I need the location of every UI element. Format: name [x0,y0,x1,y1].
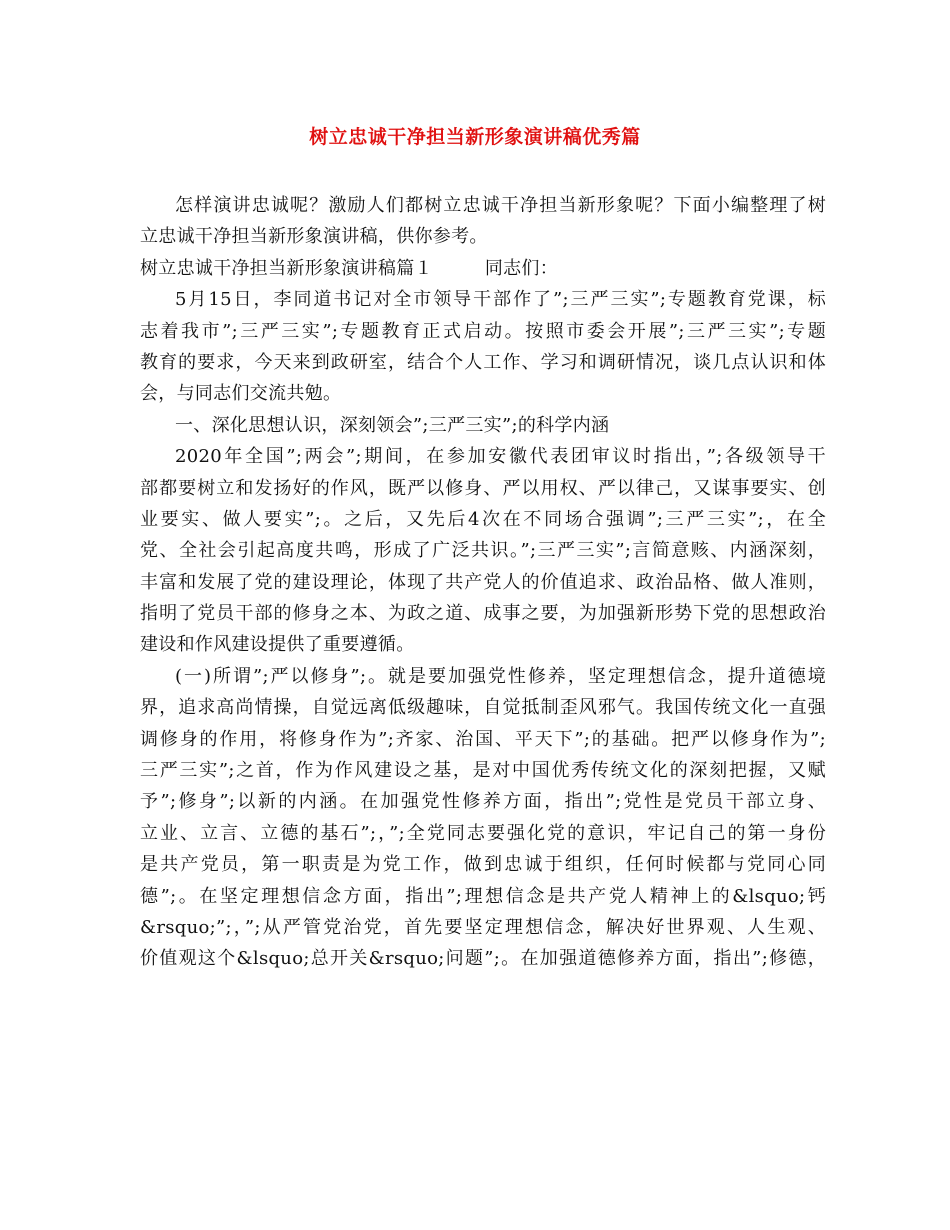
paragraph-line: 立业、立言、立德的基石”;，”;全党同志要强化党的意识，牢记自己的第一身份 [140,822,826,844]
paragraph-line: &rsquo;”;，”;从严管党治党，首先要坚定理想信念，解决好世界观、人生观、 [140,916,826,938]
paragraph-line: 教育的要求，今天来到政研室，结合个人工作、学习和调研情况，谈几点认识和体 [140,351,826,373]
paragraph-line: 志着我市”;三严三实”;专题教育正式启动。按照市委会开展”;三严三实”;专题 [140,320,826,342]
paragraph-line: 丰富和发展了党的建设理论，体现了共产党人的价值追求、政治品格、做人准则， [140,571,826,593]
paragraph-line: 党、全社会引起高度共鸣，形成了广泛共识。”;三严三实”;言简意赅、内涵深刻， [140,540,826,562]
section-heading: 树立忠诚干净担当新形象演讲稿篇１ [140,257,433,279]
paragraph-line: 调修身的作用，将修身作为”;齐家、治国、平天下”;的基础。把严以修身作为”; [140,728,826,750]
paragraph-line: 2020年全国”;两会”;期间，在参加安徽代表团审议时指出，”;各级领导干 [175,446,826,468]
paragraph-line: 会，与同志们交流共勉。 [140,383,342,405]
paragraph-line [140,253,826,284]
paragraph-line: 予”;修身”;以新的内涵。在加强党性修养方面，指出”;党性是党员干部立身、 [140,791,826,813]
paragraph-line: 怎样演讲忠诚呢？激励人们都树立忠诚干净担当新形象呢？下面小编整理了树 [175,195,826,216]
paragraph-line: 5月15日，李同道书记对全市领导干部作了”;三严三实”;专题教育党课，标 [175,289,826,311]
paragraph-line: 界，追求高尚情操，自觉远离低级趣味，自觉抵制歪风邪气。我国传统文化一直强 [140,697,826,719]
paragraph-line: 德”;。在坚定理想信念方面，指出”;理想信念是共产党人精神上的&lsquo;钙 [140,885,826,907]
paragraph-line: 立忠诚干净担当新形象演讲稿，供你参考。 [140,226,488,248]
document-title: 树立忠诚干净担当新形象演讲稿优秀篇 [309,126,641,148]
paragraph-line: 价值观这个&lsquo;总开关&rsquo;问题”;。在加强道德修养方面，指出”;修德， [140,948,826,970]
paragraph-line: 建设和作风建设提供了重要遵循。 [140,634,415,656]
paragraph-line: 指明了党员干部的修身之本、为政之道、成事之要，为加强新形势下党的思想政治 [140,603,826,625]
document-body [140,190,826,975]
salutation: 同志们： [484,257,559,279]
paragraph-line: (一)所谓”;严以修身”;。就是要加强党性修养，坚定理想信念，提升道德境 [175,665,826,687]
section-heading: 一、深化思想认识，深刻领会”;三严三实”;的科学内涵 [175,414,610,436]
paragraph-line: 业要实、做人要实”;。之后，又先后4次在不同场合强调”;三严三实”;，在全 [140,508,826,530]
paragraph-line: 三严三实”;之首，作为作风建设之基，是对中国优秀传统文化的深刻把握，又赋 [140,760,826,782]
paragraph-line: 部都要树立和发扬好的作风，既严以修身、严以用权、严以律己，又谋事要实、创 [140,477,826,499]
paragraph-line: 是共产党员，第一职责是为党工作，做到忠诚于组织，任何时候都与党同心同 [140,854,826,876]
